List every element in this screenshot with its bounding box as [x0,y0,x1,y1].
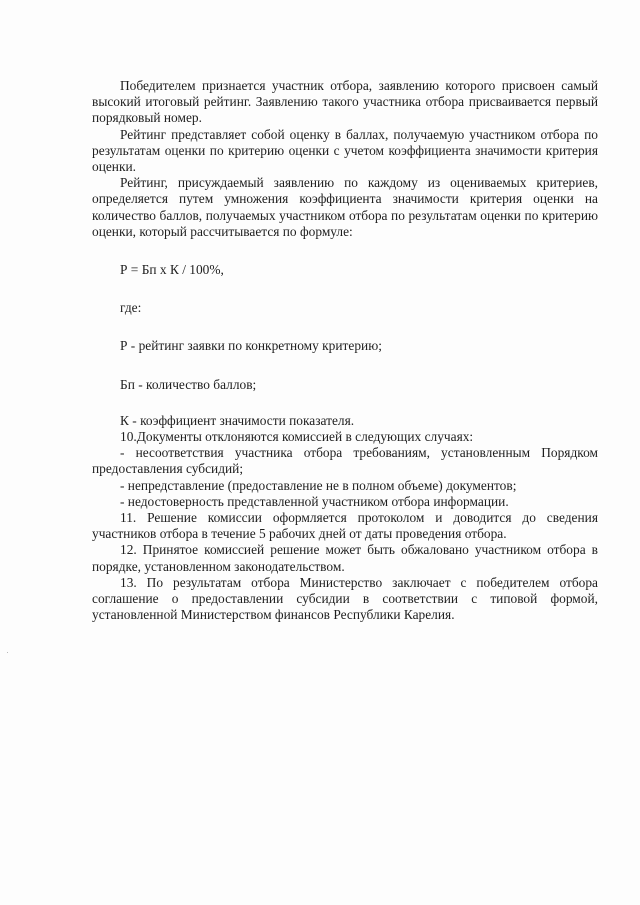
paragraph-rating-definition: Рейтинг представляет собой оценку в баллах, получаемую участником отбора по результатам оценки по критерию оценки с учетом коэффициента значимости критерия оценки. [92,126,598,175]
definition-r: Р - рейтинг заявки по конкретному критерию; [120,338,382,354]
item-10-title: 10.Документы отклоняются комиссией в следующих случаях: [120,429,474,445]
spacer [92,240,598,262]
spacer [92,316,598,338]
item-11: 11. Решение комиссии оформляется протоколом и доводится до сведения участников отбора в течение 5 рабочих дней от даты проведения отбора. [92,510,598,542]
spacer [92,355,598,377]
formula: Р = Бп x К / 100%, [120,262,224,278]
definition-k: К - коэффициент значимости показателя. [120,412,355,428]
item-10-bullet: - непредставление (предоставление не в полном объеме) документов; [120,477,517,493]
item-10-bullet: - недостоверность представленной участником отбора информации. [120,493,509,509]
where-label: где: [120,300,142,316]
item-10-bullet: - несоответствия участника отбора требованиям, установленным Порядком предоставления субсидий; [92,445,598,477]
paragraph-rating-calculation: Рейтинг, присуждаемый заявлению по каждому из оцениваемых критериев, определяется путем умножения коэффициента значимости критерия оценки на количество баллов, получаемых участником отбора по результатам оценки по критерию оценки, который рассчитывается по формуле: [92,175,598,239]
paragraph-winner: Победителем признается участник отбора, заявлению которого присвоен самый высокий итоговый рейтинг. Заявлению такого участника отбора присваивается первый порядковый номер. [92,78,598,126]
definition-bp: Бп - количество баллов; [120,376,257,392]
spacer [92,393,598,413]
item-13: 13. По результатам отбора Министерство заключает с победителем отбора соглашение о предоставлении субсидии в соответствии с типовой формой, установленной Министерством финансов Республики Карелия. [92,574,598,623]
item-12: 12. Принятое комиссией решение может быть обжаловано участником отбора в порядке, установленном законодательством. [92,542,598,574]
scan-speck [7,652,8,653]
spacer [92,278,598,300]
document-body [92,78,598,623]
